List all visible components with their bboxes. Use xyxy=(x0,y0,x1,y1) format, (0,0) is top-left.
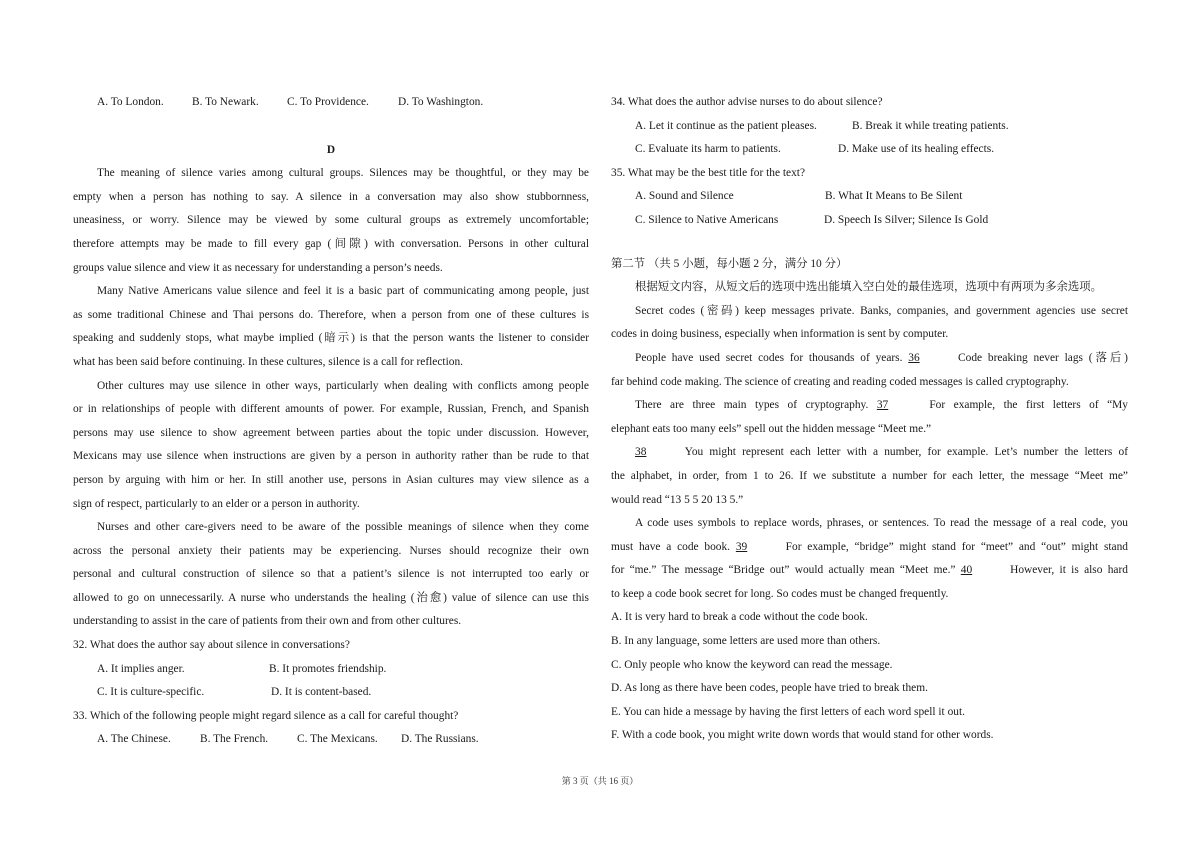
passage-line: Mexicans may use silence when instructions are given by a person in authority rather than be rude to that xyxy=(73,450,589,463)
q32-option-d[interactable]: D. It is content-based. xyxy=(271,686,372,699)
blank-37[interactable]: 37 xyxy=(876,399,889,412)
passage-line: groups value silence and view it as necessary for understanding a person’s needs. xyxy=(73,261,443,274)
cloze-line: elephant eats too many eels” spell out the hidden message “Meet me.” xyxy=(611,422,932,435)
cloze-text: for “me.” The message “Bridge out” would actually mean “Meet me.” xyxy=(611,564,956,577)
passage-line: personal and cultural construction of silence so that a patient’s silence is not interrupted too early or xyxy=(73,568,589,581)
q35-stem: 35. What may be the best title for the text? xyxy=(611,166,806,179)
passage-d xyxy=(73,162,589,634)
q31-option-b: B. To Newark. xyxy=(192,96,259,108)
passage-line: Other cultures may use silence in other ways, particularly when dealing with conflicts among people xyxy=(97,379,589,392)
cloze-line: would read “13 5 5 20 13 5.” xyxy=(611,493,744,506)
answer-choices xyxy=(611,606,1128,748)
cloze-line: codes in doing business, especially when information is sent by computer. xyxy=(611,328,949,341)
passage-line: across the personal anxiety their patients may be experiencing. Nurses should recognize their own xyxy=(73,544,589,557)
passage-line: or in relationships of people with different amounts of power. For example, Russian, French, and Spanish xyxy=(73,403,589,416)
q31-option-c: C. To Providence. xyxy=(287,96,369,108)
q33-option-c[interactable]: C. The Mexicans. xyxy=(297,733,378,746)
passage-line: therefore attempts may be made to fill every gap (间隙) with conversation. Persons in other cultural xyxy=(73,237,589,250)
blank-36[interactable]: 36 xyxy=(908,351,920,364)
passage-line: The meaning of silence varies among cultural groups. Silences may be thoughtful, or they may be xyxy=(97,167,589,180)
cloze-line xyxy=(611,536,1128,560)
passage-line: sign of respect, particularly to an elder or a person in authority. xyxy=(73,497,360,510)
q34-option-b[interactable]: B. Break it while treating patients. xyxy=(852,119,1009,132)
cloze-line xyxy=(611,441,1128,465)
cloze-line: Secret codes (密码) keep messages private. Banks, companies, and government agencies use secret xyxy=(635,304,1128,317)
cloze-line: to keep a code book secret for long. So codes must be changed frequently. xyxy=(611,587,949,600)
q32-options-row1 xyxy=(73,658,589,682)
q32-option-a[interactable]: A. It implies anger. xyxy=(97,662,185,675)
choice-a[interactable]: A. It is very hard to break a code without the code book. xyxy=(611,611,868,624)
blank-39[interactable]: 39 xyxy=(735,540,748,553)
blank-40[interactable]: 40 xyxy=(960,564,973,577)
q31-option-a: A. To London. xyxy=(97,96,164,108)
q35-options-row2 xyxy=(611,209,1128,233)
q33-options xyxy=(73,728,589,752)
passage-line: persons may use silence to show agreement between parties about the topic under discussion. However, xyxy=(73,426,589,439)
cloze-text: People have used secret codes for thousands of years. xyxy=(635,351,903,364)
q35-option-b[interactable]: B. What It Means to Be Silent xyxy=(825,190,963,203)
q33-option-a[interactable]: A. The Chinese. xyxy=(97,733,171,746)
q32-option-b[interactable]: B. It promotes friendship. xyxy=(269,662,387,675)
q32-option-c[interactable]: C. It is culture-specific. xyxy=(97,686,205,699)
choice-f[interactable]: F. With a code book, you might write down words that would stand for other words. xyxy=(611,729,994,742)
q33-option-d[interactable]: D. The Russians. xyxy=(401,733,479,746)
cloze-text: There are three main types of cryptography. xyxy=(635,399,869,412)
blank-38[interactable]: 38 xyxy=(635,446,647,459)
cloze-text: However, it is also hard xyxy=(1010,564,1128,577)
cloze-text: For example, the first letters of “My xyxy=(929,399,1128,412)
q32-options-row2 xyxy=(73,681,589,705)
passage-line: understanding to assist in the care of patients from their own and from other cultures. xyxy=(73,615,462,628)
cloze-text: Code breaking never lags (落后) xyxy=(958,351,1128,364)
passage-line: Many Native Americans value silence and feel it is a basic part of communicating among people, just xyxy=(97,285,589,298)
cloze-line: the alphabet, in order, from 1 to 26. If we substitute a number for each letter, the message “Meet me” xyxy=(611,469,1128,482)
q35-option-d[interactable]: D. Speech Is Silver; Silence Is Gold xyxy=(824,213,989,226)
passage-line: Nurses and other care-givers need to be aware of the possible meanings of silence when they come xyxy=(97,521,589,534)
left-column xyxy=(73,91,589,752)
q34-stem: 34. What does the author advise nurses to do about silence? xyxy=(611,96,883,108)
cloze-text: You might represent each letter with a number, for example. Let’s number the letters of xyxy=(684,446,1128,459)
cloze-line: A code uses symbols to replace words, phrases, or sentences. To read the message of a real code, you xyxy=(635,517,1128,530)
choice-c[interactable]: C. Only people who know the keyword can read the message. xyxy=(611,658,893,671)
q33-stem: 33. Which of the following people might regard silence as a call for careful thought? xyxy=(73,709,459,722)
cloze-line: far behind code making. The science of creating and reading coded messages is called cryptography. xyxy=(611,375,1069,388)
q34-option-a[interactable]: A. Let it continue as the patient pleases. xyxy=(635,119,817,132)
passage-line: what has been said before continuing. In these cultures, silence is a call for reflection. xyxy=(73,355,463,368)
q34-option-c[interactable]: C. Evaluate its harm to patients. xyxy=(635,143,781,156)
choice-b[interactable]: B. In any language, some letters are used more than others. xyxy=(611,635,881,648)
passage-line: speaking and suddenly stops, what maybe implied (暗示) is that the person wants the listener to consider xyxy=(73,332,589,345)
cloze-line xyxy=(611,394,1128,418)
section2-instruction: 根据短文内容，从短文后的选项中选出能填入空白处的最佳选项，选项中有两项为多余选项。 xyxy=(635,281,1103,294)
cloze-text: For example, “bridge” might stand for “meet” and “out” might stand xyxy=(785,540,1129,553)
passage-line: person by arguing with him or her. In still another use, persons in Asian cultures may view silence as a xyxy=(73,473,589,486)
passage-d-heading: D xyxy=(326,143,336,156)
q35-option-c[interactable]: C. Silence to Native Americans xyxy=(635,213,779,226)
right-column xyxy=(611,91,1128,748)
q31-options xyxy=(73,91,589,115)
q32-stem: 32. What does the author say about silence in conversations? xyxy=(73,639,350,652)
passage-line: as some traditional Chinese and Thai persons do. Therefore, when a person from one of these cultures is xyxy=(73,308,589,321)
cloze-line xyxy=(611,559,1128,583)
passage-line: allowed to go on unnecessarily. A nurse who understands the healing (治愈) value of silence can use this xyxy=(73,591,589,604)
q34-options-row2 xyxy=(611,138,1128,162)
q33-option-b[interactable]: B. The French. xyxy=(200,733,269,746)
q34-options-row1 xyxy=(611,115,1128,139)
q31-option-d: D. To Washington. xyxy=(398,96,484,108)
passage-line: uneasiness, or worry. Silence may be viewed by some cultural groups as extremely uncomfortable; xyxy=(73,214,589,227)
cloze-text: must have a code book. xyxy=(611,540,731,553)
section2-heading: 第二节 （共 5 小题，每小题 2 分，满分 10 分） xyxy=(611,257,848,270)
passage-line: empty when a person has nothing to say. A silence in a conversation may also show stubbornness, xyxy=(73,190,589,203)
page-footer: 第 3 页（共 16 页） xyxy=(561,776,639,786)
cloze-line xyxy=(611,347,1128,371)
choice-d[interactable]: D. As long as there have been codes, people have tried to break them. xyxy=(611,682,928,695)
choice-e[interactable]: E. You can hide a message by having the first letters of each word spell it out. xyxy=(611,705,965,718)
q35-option-a[interactable]: A. Sound and Silence xyxy=(635,190,734,203)
q34-option-d[interactable]: D. Make use of its healing effects. xyxy=(838,143,995,156)
q35-options-row1 xyxy=(611,185,1128,209)
